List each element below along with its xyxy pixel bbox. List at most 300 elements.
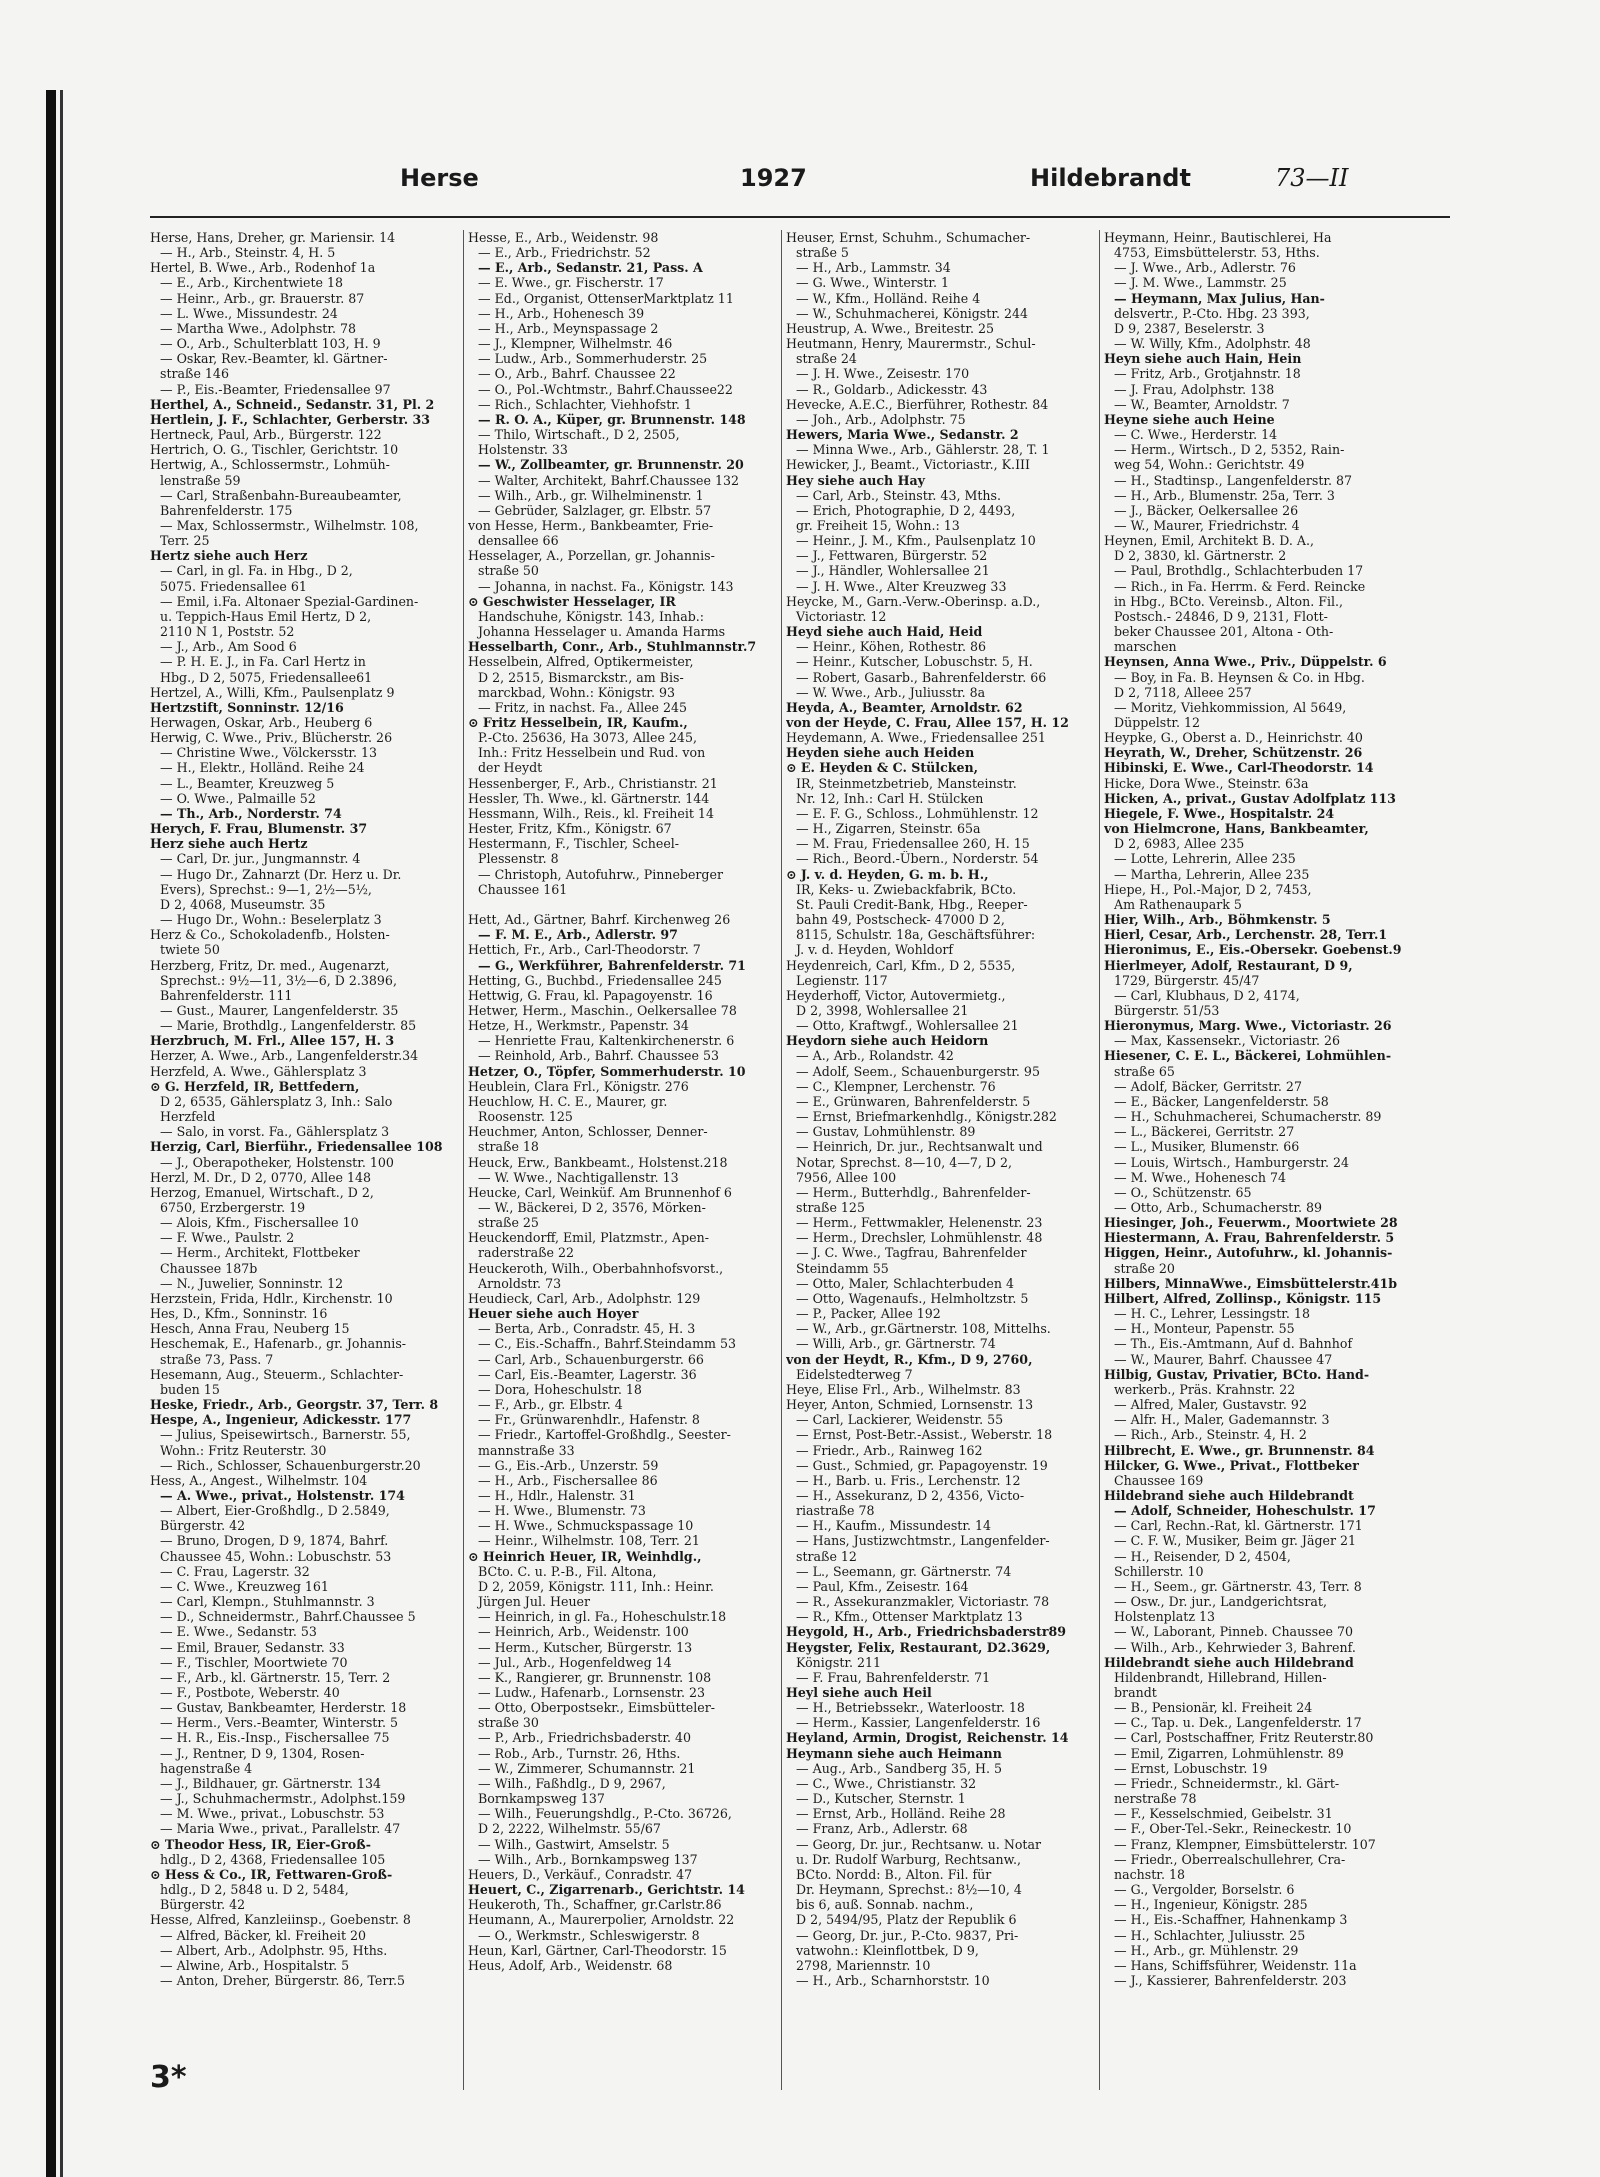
- directory-entry: — Herm., Butterhdlg., Bahrenfelder-: [796, 1184, 1031, 1200]
- directory-entry: Postsch.- 24846, D 9, 2131, Flott-: [1114, 608, 1328, 624]
- directory-entry: — Herm., Vers.-Beamter, Winterstr. 5: [160, 1715, 399, 1731]
- directory-entry: — G., Vergolder, Borselstr. 6: [1114, 1882, 1295, 1898]
- directory-entry: — Salo, in vorst. Fa., Gählersplatz 3: [160, 1124, 390, 1140]
- directory-entry: Hester, Fritz, Kfm., Königstr. 67: [468, 821, 672, 837]
- directory-entry: Herwig, C. Wwe., Priv., Blücherstr. 26: [150, 730, 393, 746]
- directory-entry: — H., Reisender, D 2, 4504,: [1114, 1548, 1291, 1564]
- directory-page: [150, 160, 1450, 2120]
- directory-entry: straße 12: [796, 1548, 857, 1564]
- directory-entry: Düppelstr. 12: [1114, 715, 1201, 730]
- directory-entry: — E. Wwe., Sedanstr. 53: [160, 1624, 317, 1640]
- directory-entry: — Alfred, Maler, Gustavstr. 92: [1114, 1397, 1307, 1413]
- directory-entry: buden 15: [160, 1381, 220, 1397]
- directory-entry: — Carl, Arb., Steinstr. 43, Mths.: [796, 487, 1001, 503]
- directory-entry: Hestermann, F., Tischler, Scheel-: [468, 836, 680, 852]
- directory-entry: Heyrath, W., Dreher, Schützenstr. 26: [1104, 745, 1363, 761]
- directory-entry: — M. Frau, Friedensallee 260, H. 15: [796, 836, 1030, 852]
- directory-entry: — H., Kaufm., Missundestr. 14: [796, 1518, 992, 1534]
- directory-entry: — H., Assekuranz, D 2, 4356, Victo-: [796, 1487, 1025, 1503]
- directory-entry: — Wilh., Feuerungshdlg., P.-Cto. 36726,: [478, 1806, 732, 1822]
- directory-entry: Hewers, Maria Wwe., Sedanstr. 2: [786, 427, 1019, 443]
- directory-entry: Königstr. 211: [796, 1654, 882, 1670]
- directory-entry: — J. M. Wwe., Lammstr. 25: [1114, 275, 1287, 291]
- directory-entry: — L., Beamter, Kreuzweg 5: [160, 775, 335, 791]
- directory-entry: straße 30: [478, 1715, 539, 1731]
- directory-entry: Heukeroth, Th., Schaffner, gr.Carlstr.86: [468, 1897, 722, 1913]
- directory-entry: — L., Seemann, gr. Gärtnerstr. 74: [796, 1563, 1012, 1579]
- directory-entry: u. Teppich-Haus Emil Hertz, D 2,: [160, 608, 372, 624]
- directory-entry: — Emil, i.Fa. Altonaer Spezial-Gardinen-: [160, 593, 419, 609]
- directory-entry: — W. Wwe., Arb., Juliusstr. 8a: [796, 684, 986, 700]
- directory-entry: 2110 N 1, Poststr. 52: [160, 624, 295, 640]
- directory-entry: D 2, 7118, Alleee 257: [1114, 684, 1252, 700]
- directory-entry: BCto. Nordd: B., Alton. Fil. für: [796, 1866, 992, 1882]
- column-divider: [781, 230, 782, 2090]
- directory-entry: — Th., Arb., Norderstr. 74: [160, 805, 342, 821]
- directory-entry: Hibinski, E. Wwe., Carl-Theodorstr. 14: [1104, 760, 1374, 776]
- directory-entry: — Julius, Speisewirtsch., Barnerstr. 55,: [160, 1427, 411, 1443]
- directory-entry: — J. Wwe., Arb., Adlerstr. 76: [1114, 260, 1296, 276]
- binding-edge: [46, 90, 56, 2177]
- directory-entry: — Gust., Maurer, Langenfelderstr. 35: [160, 1002, 399, 1018]
- directory-entry: — O. Wwe., Palmaille 52: [160, 790, 316, 806]
- directory-entry: — H., Arb., Steinstr. 4, H. 5: [160, 245, 336, 261]
- directory-entry: — Wilh., Arb., Bornkampsweg 137: [478, 1851, 698, 1867]
- column-3: [786, 230, 1096, 2110]
- directory-entry: Hertzstift, Sonninstr. 12/16: [150, 699, 344, 715]
- directory-entry: — J., Händler, Wohlersallee 21: [796, 563, 990, 579]
- directory-entry: Hilcker, G. Wwe., Privat., Flottbeker: [1104, 1457, 1359, 1473]
- directory-entry: Heuckendorff, Emil, Platzmstr., Apen-: [468, 1230, 709, 1246]
- directory-entry: — H., Schlachter, Juliusstr. 25: [1114, 1927, 1306, 1943]
- directory-entry: — Ernst, Briefmarkenhdlg., Königstr.282: [796, 1109, 1057, 1125]
- directory-entry: — Erich, Photographie, D 2, 4493,: [796, 502, 1016, 518]
- directory-entry: Hetze, H., Werkmstr., Papenstr. 34: [468, 1018, 689, 1034]
- directory-entry: — Rich., Schlachter, Viehhofstr. 1: [478, 396, 692, 412]
- directory-entry: marckbad, Wohn.: Königstr. 93: [478, 684, 675, 700]
- directory-entry: bis 6, auß. Sonnab. nachm.,: [796, 1897, 974, 1913]
- directory-entry: — Carl, Postschaffner, Fritz Reuterstr.80: [1114, 1730, 1374, 1746]
- directory-entry: Heynen, Emil, Architekt B. D. A.,: [1104, 533, 1314, 549]
- directory-entry: J. v. d. Heyden, Wohldorf: [796, 942, 954, 958]
- directory-entry: twiete 50: [160, 942, 220, 958]
- directory-entry: — Dora, Hoheschulstr. 18: [478, 1381, 642, 1397]
- directory-entry: IR, Steinmetzbetrieb, Mansteinstr.: [796, 775, 1017, 791]
- directory-entry: — J., Arb., Am Sood 6: [160, 639, 297, 655]
- directory-entry: — H., Schuhmacherei, Schumacherstr. 89: [1114, 1109, 1382, 1125]
- directory-entry: D 2, 6535, Gählersplatz 3, Inh.: Salo: [160, 1093, 393, 1109]
- directory-entry: Heyda, A., Beamter, Arnoldstr. 62: [786, 699, 1023, 715]
- directory-entry: — H., Ingenieur, Königstr. 285: [1114, 1897, 1308, 1913]
- directory-entry: Heymann siehe auch Heimann: [786, 1745, 1002, 1761]
- directory-entry: Herzog, Emanuel, Wirtschaft., D 2,: [150, 1184, 374, 1200]
- directory-entry: — Albert, Eier-Großhdlg., D 2.5849,: [160, 1503, 390, 1519]
- directory-entry: — Paul, Brothdlg., Schlachterbuden 17: [1114, 563, 1364, 579]
- directory-entry: Heydorn siehe auch Heidorn: [786, 1033, 989, 1049]
- directory-entry: — Martha Wwe., Adolphstr. 78: [160, 320, 357, 336]
- directory-entry: — Jul., Arb., Hogenfeldweg 14: [478, 1654, 672, 1670]
- directory-entry: — H., Arb., Scharnhorststr. 10: [796, 1972, 990, 1988]
- directory-entry: D 2, 5494/95, Platz der Republik 6: [796, 1912, 1017, 1928]
- directory-entry: — Thilo, Wirtschaft., D 2, 2505,: [478, 427, 680, 443]
- directory-entry: Steindamm 55: [796, 1260, 889, 1276]
- directory-entry: — Otto, Kraftwgf., Wohlersallee 21: [796, 1018, 1019, 1034]
- directory-entry: BCto. C. u. P.-B., Fil. Altona,: [478, 1563, 657, 1579]
- directory-entry: D 2, 4068, Museumstr. 35: [160, 896, 326, 912]
- directory-entry: Hettwig, G. Frau, kl. Papagoyenstr. 16: [468, 987, 713, 1003]
- directory-entry: Hicken, A., privat., Gustav Adolfplatz 113: [1104, 790, 1396, 806]
- directory-entry: Bürgerstr. 42: [160, 1518, 246, 1534]
- directory-entry: Herz & Co., Schokoladenfb., Holsten-: [150, 927, 390, 943]
- directory-entry: — Hugo Dr., Wohn.: Beselerplatz 3: [160, 912, 382, 928]
- directory-entry: — Heinr., Kutscher, Lobuschstr. 5, H.: [796, 654, 1033, 670]
- directory-entry: — Rich., Schlosser, Schauenburgerstr.20: [160, 1457, 421, 1473]
- directory-entry: — Gustav, Bankbeamter, Herderstr. 18: [160, 1700, 407, 1716]
- directory-entry: — H., Arb., Blumenstr. 25a, Terr. 3: [1114, 487, 1335, 503]
- directory-entry: marschen: [1114, 639, 1177, 655]
- directory-entry: — Carl, Eis.-Beamter, Lagerstr. 36: [478, 1366, 697, 1382]
- directory-entry: — Hugo Dr., Zahnarzt (Dr. Herz u. Dr.: [160, 866, 402, 882]
- directory-entry: Heygold, H., Arb., Friedrichsbaderstr89: [786, 1624, 1066, 1640]
- directory-entry: Hiesener, C. E. L., Bäckerei, Lohmühlen-: [1104, 1048, 1392, 1064]
- directory-entry: — Otto, Arb., Schumacherstr. 89: [1114, 1200, 1322, 1215]
- directory-entry: — Bruno, Drogen, D 9, 1874, Bahrf.: [160, 1533, 389, 1549]
- directory-entry: — Th., Eis.-Amtmann, Auf d. Bahnhof: [1114, 1336, 1353, 1352]
- directory-entry: — H., Arb., gr. Mühlenstr. 29: [1114, 1942, 1299, 1958]
- signature-mark: 3*: [150, 2060, 187, 2095]
- directory-entry: ⊙ E. Heyden & C. Stülcken,: [786, 760, 979, 776]
- directory-entry: — C. Frau, Lagerstr. 32: [160, 1563, 310, 1579]
- directory-entry: mannstraße 33: [478, 1442, 575, 1458]
- directory-entry: — G., Werkführer, Bahrenfelderstr. 71: [478, 957, 746, 973]
- directory-entry: — Willi, Arb., gr. Gärtnerstr. 74: [796, 1336, 996, 1352]
- directory-entry: Heycke, M., Garn.-Verw.-Oberinsp. a.D.,: [786, 593, 1041, 609]
- directory-entry: Heuers, D., Verkäuf., Conradstr. 47: [468, 1866, 693, 1882]
- directory-entry: — Anton, Dreher, Bürgerstr. 86, Terr.5: [160, 1972, 406, 1988]
- directory-entry: Hertz siehe auch Herz: [150, 548, 308, 564]
- directory-entry: Chaussee 45, Wohn.: Lobuschstr. 53: [160, 1548, 392, 1564]
- directory-entry: Heypke, G., Oberst a. D., Heinrichstr. 40: [1104, 730, 1363, 746]
- directory-entry: hdlg., D 2, 4368, Friedensallee 105: [160, 1851, 386, 1867]
- directory-entry: — Oskar, Rev.-Beamter, kl. Gärtner-: [160, 351, 388, 367]
- directory-entry: — Marie, Brothdlg., Langenfelderstr. 85: [160, 1018, 417, 1034]
- directory-entry: — P. H. E. J., in Fa. Carl Hertz in: [160, 654, 366, 670]
- directory-entry: Hey siehe auch Hay: [786, 472, 925, 488]
- directory-entry: 4753, Eimsbüttelerstr. 53, Hths.: [1114, 245, 1320, 261]
- directory-entry: — E. Wwe., gr. Fischerstr. 17: [478, 275, 664, 291]
- directory-entry: — Friedr., Arb., Rainweg 162: [796, 1442, 983, 1458]
- directory-entry: — Herm., Kassier, Langenfelderstr. 16: [796, 1715, 1041, 1731]
- directory-entry: [468, 897, 778, 912]
- directory-entry: Herzbruch, M. Frl., Allee 157, H. 3: [150, 1033, 395, 1049]
- directory-entry: D 2, 3830, kl. Gärtnerstr. 2: [1114, 548, 1287, 564]
- directory-entry: P.-Cto. 25636, Ha 3073, Allee 245,: [478, 730, 697, 746]
- directory-entry: St. Pauli Credit-Bank, Hbg., Reeper-: [796, 896, 1028, 912]
- directory-entry: Hildenbrandt, Hillebrand, Hillen-: [1114, 1669, 1327, 1685]
- directory-entry: — W. Wwe., Nachtigallenstr. 13: [478, 1169, 679, 1185]
- directory-entry: — Georg, Dr. jur., Rechtsanw. u. Notar: [796, 1836, 1042, 1852]
- directory-entry: Hertel, B. Wwe., Arb., Rodenhof 1a: [150, 260, 376, 276]
- directory-entry: — R., Goldarb., Adickesstr. 43: [796, 381, 988, 397]
- directory-entry: — E., Arb., Sedanstr. 21, Pass. A: [478, 260, 703, 276]
- directory-entry: straße 20: [1114, 1260, 1175, 1276]
- directory-entry: Herzstein, Frida, Hdlr., Kirchenstr. 10: [150, 1290, 393, 1306]
- directory-entry: Hespe, A., Ingenieur, Adickesstr. 177: [150, 1412, 412, 1428]
- directory-entry: Notar, Sprechst. 8—10, 4—7, D 2,: [796, 1154, 1013, 1170]
- directory-entry: — N., Juwelier, Sonninstr. 12: [160, 1275, 344, 1291]
- directory-entry: — H., Arb., Fischersallee 86: [478, 1472, 658, 1488]
- directory-entry: — R., Kfm., Ottenser Marktplatz 13: [796, 1609, 1023, 1625]
- directory-entry: Arnoldstr. 73: [478, 1275, 562, 1291]
- directory-entry: — F. Frau, Bahrenfelderstr. 71: [796, 1669, 991, 1685]
- directory-entry: Hicke, Dora Wwe., Steinstr. 63a: [1104, 775, 1309, 791]
- directory-entry: Hett, Ad., Gärtner, Bahrf. Kirchenweg 26: [468, 912, 731, 928]
- directory-entry: Victoriastr. 12: [796, 608, 887, 624]
- directory-entry: — Aug., Arb., Sandberg 35, H. 5: [796, 1760, 1003, 1776]
- directory-entry: ⊙ J. v. d. Heyden, G. m. b. H.,: [786, 866, 989, 882]
- directory-entry: — O., Werkmstr., Schleswigerstr. 8: [478, 1927, 700, 1943]
- directory-entry: — H., Monteur, Papenstr. 55: [1114, 1321, 1295, 1337]
- directory-entry: Plessenstr. 8: [478, 851, 559, 867]
- page-number: 73—II: [1275, 164, 1349, 192]
- directory-entry: Chaussee 187b: [160, 1260, 258, 1276]
- directory-entry: — W. Willy, Kfm., Adolphstr. 48: [1114, 336, 1311, 352]
- directory-entry: — Alois, Kfm., Fischersallee 10: [160, 1215, 359, 1231]
- directory-entry: von Hielmcrone, Hans, Bankbeamter,: [1104, 821, 1369, 837]
- directory-entry: — Otto, Wagenaufs., Helmholtzstr. 5: [796, 1290, 1029, 1306]
- directory-entry: — Adolf, Bäcker, Gerritstr. 27: [1114, 1078, 1302, 1094]
- directory-entry: — Otto, Oberpostsekr., Eimsbütteler-: [478, 1700, 715, 1716]
- directory-entry: Heydemann, A. Wwe., Friedensallee 251: [786, 730, 1046, 746]
- directory-entry: Heyer, Anton, Schmied, Lornsenstr. 13: [786, 1397, 1034, 1413]
- directory-entry: Heuser, Ernst, Schuhm., Schumacher-: [786, 230, 1031, 245]
- directory-entry: straße 24: [796, 351, 857, 367]
- directory-entry: — M. Wwe., privat., Lobuschstr. 53: [160, 1806, 385, 1822]
- directory-entry: Heschemak, E., Hafenarb., gr. Johannis-: [150, 1336, 407, 1352]
- column-2: [468, 230, 778, 2110]
- directory-entry: Herzl, M. Dr., D 2, 0770, Allee 148: [150, 1169, 372, 1185]
- directory-entry: — J. H. Wwe., Alter Kreuzweg 33: [796, 578, 1007, 594]
- directory-entry: straße 65: [1114, 1063, 1175, 1079]
- directory-entry: — H., Stadtinsp., Langenfelderstr. 87: [1114, 472, 1353, 488]
- directory-entry: — J., Bildhauer, gr. Gärtnerstr. 134: [160, 1775, 382, 1791]
- directory-entry: ⊙ Hess & Co., IR, Fettwaren-Groß-: [150, 1866, 393, 1882]
- directory-entry: — Heinrich, Dr. jur., Rechtsanwalt und: [796, 1139, 1043, 1155]
- directory-entry: — H., Elektr., Holländ. Reihe 24: [160, 760, 365, 776]
- directory-entry: Hertwig, A., Schlossermstr., Lohmüh-: [150, 457, 390, 473]
- directory-entry: Hertrich, O. G., Tischler, Gerichtstr. 10: [150, 442, 399, 458]
- directory-entry: — Wilh., Arb., Kehrwieder 3, Bahrenf.: [1114, 1639, 1356, 1655]
- directory-entry: — J., Oberapotheker, Holstenstr. 100: [160, 1154, 394, 1170]
- directory-entry: — O., Arb., Bahrf. Chaussee 22: [478, 366, 676, 382]
- directory-entry: Heuchlow, H. C. E., Maurer, gr.: [468, 1093, 668, 1109]
- directory-entry: Heuer siehe auch Hoyer: [468, 1306, 639, 1322]
- directory-entry: — C., Klempner, Lerchenstr. 76: [796, 1078, 996, 1094]
- directory-entry: — Heymann, Max Julius, Han-: [1114, 290, 1325, 306]
- directory-entry: — D., Kutscher, Sternstr. 1: [796, 1791, 966, 1807]
- directory-entry: Bürgerstr. 42: [160, 1897, 246, 1913]
- directory-entry: — G. Wwe., Winterstr. 1: [796, 275, 949, 291]
- directory-entry: D 2, 2059, Königstr. 111, Inh.: Heinr.: [478, 1578, 714, 1594]
- directory-entry: — Heinr., Arb., gr. Brauerstr. 87: [160, 290, 365, 306]
- directory-entry: — Robert, Gasarb., Bahrenfelderstr. 66: [796, 669, 1047, 685]
- directory-entry: Hildebrandt siehe auch Hildebrand: [1104, 1654, 1354, 1670]
- directory-entry: — W., Kfm., Holländ. Reihe 4: [796, 290, 981, 306]
- directory-entry: — Herm., Drechsler, Lohmühlenstr. 48: [796, 1230, 1043, 1246]
- directory-entry: ⊙ Geschwister Hesselager, IR: [468, 593, 676, 609]
- directory-entry: — Osw., Dr. jur., Landgerichtsrat,: [1114, 1594, 1327, 1610]
- directory-entry: hdlg., D 2, 5848 u. D 2, 5484,: [160, 1882, 349, 1898]
- directory-entry: Hiepe, H., Pol.-Major, D 2, 7453,: [1104, 881, 1312, 897]
- directory-entry: — Hans, Justizwchtmstr., Langenfelder-: [796, 1533, 1050, 1549]
- directory-entry: — H., Barb. u. Fris., Lerchenstr. 12: [796, 1472, 1021, 1488]
- running-head: [150, 160, 1450, 200]
- directory-entry: — H. Wwe., Blumenstr. 73: [478, 1503, 646, 1519]
- directory-entry: 1729, Bürgerstr. 45/47: [1114, 972, 1260, 988]
- directory-entry: — P., Eis.-Beamter, Friedensallee 97: [160, 381, 391, 397]
- directory-entry: Hilbig, Gustav, Privatier, BCto. Hand-: [1104, 1366, 1370, 1382]
- directory-entry: — E., Arb., Kirchentwiete 18: [160, 275, 344, 291]
- directory-entry: — P., Packer, Allee 192: [796, 1306, 941, 1322]
- directory-entry: riastraße 78: [796, 1503, 875, 1519]
- head-last-entry: Hildebrandt: [1030, 164, 1191, 192]
- directory-entry: Heynsen, Anna Wwe., Priv., Düppelstr. 6: [1104, 654, 1387, 670]
- directory-entry: Inh.: Fritz Hesselbein und Rud. von: [478, 745, 706, 761]
- directory-entry: Heutmann, Henry, Maurermstr., Schul-: [786, 336, 1036, 352]
- directory-entry: — Carl, Lackierer, Weidenstr. 55: [796, 1412, 1004, 1428]
- directory-entry: — H., Eis.-Schaffner, Hahnenkamp 3: [1114, 1912, 1348, 1928]
- directory-entry: — Otto, Maler, Schlachterbuden 4: [796, 1275, 1014, 1291]
- directory-entry: Hilbert, Alfred, Zollinsp., Königstr. 115: [1104, 1290, 1382, 1306]
- directory-entry: Chaussee 161: [478, 881, 568, 897]
- directory-entry: — Heinr., J. M., Kfm., Paulsenplatz 10: [796, 533, 1036, 549]
- directory-entry: D 2, 3998, Wohlersallee 21: [796, 1002, 969, 1018]
- directory-entry: Chaussee 169: [1114, 1472, 1204, 1488]
- directory-entry: — Alwine, Arb., Hospitalstr. 5: [160, 1957, 350, 1973]
- directory-entry: — G., Eis.-Arb., Unzerstr. 59: [478, 1457, 659, 1473]
- directory-entry: — Boy, in Fa. B. Heynsen & Co. in Hbg.: [1114, 669, 1365, 685]
- directory-entry: Heuert, C., Zigarrenarb., Gerichtstr. 14: [468, 1882, 745, 1898]
- directory-entry: — W., Zollbeamter, gr. Brunnenstr. 20: [478, 457, 744, 473]
- directory-entry: Hessenberger, F., Arb., Christianstr. 21: [468, 775, 718, 791]
- directory-entry: — M. Wwe., Hohenesch 74: [1114, 1169, 1287, 1185]
- column-4: [1104, 230, 1414, 2110]
- directory-entry: brandt: [1114, 1685, 1157, 1700]
- directory-entry: — Fritz, Arb., Grotjahnstr. 18: [1114, 366, 1301, 382]
- directory-entry: ⊙ Fritz Hesselbein, IR, Kaufm.,: [468, 715, 688, 730]
- directory-entry: Herzfeld: [160, 1109, 216, 1125]
- directory-entry: Heudieck, Carl, Arb., Adolphstr. 129: [468, 1290, 701, 1306]
- directory-entry: Schillerstr. 10: [1114, 1563, 1204, 1579]
- directory-entry: straße 5: [796, 245, 849, 261]
- directory-entry: — Ludw., Hafenarb., Lornsenstr. 23: [478, 1685, 706, 1700]
- directory-entry: — E., Bäcker, Langenfelderstr. 58: [1114, 1093, 1329, 1109]
- directory-entry: IR, Keks- u. Zwiebackfabrik, BCto.: [796, 881, 1017, 897]
- directory-entry: — Max, Schlossermstr., Wilhelmstr. 108,: [160, 517, 419, 533]
- directory-entry: Herthel, A., Schneid., Sedanstr. 31, Pl. 2: [150, 396, 435, 412]
- directory-entry: raderstraße 22: [478, 1245, 575, 1261]
- directory-entry: — Louis, Wirtsch., Hamburgerstr. 24: [1114, 1154, 1349, 1170]
- directory-entry: Hieronymus, Marg. Wwe., Victoriastr. 26: [1104, 1018, 1392, 1034]
- directory-entry: D 2, 2222, Wilhelmstr. 55/67: [478, 1821, 661, 1837]
- directory-entry: — Ernst, Lobuschstr. 19: [1114, 1760, 1268, 1776]
- directory-entry: — Henriette Frau, Kaltenkirchenerstr. 6: [478, 1033, 735, 1049]
- directory-entry: — H. R., Eis.-Insp., Fischersallee 75: [160, 1730, 390, 1746]
- directory-entry: Heygster, Felix, Restaurant, D2.3629,: [786, 1639, 1051, 1655]
- directory-entry: werkerb., Präs. Krahnstr. 22: [1114, 1381, 1296, 1397]
- directory-entry: — E., Arb., Friedrichstr. 52: [478, 245, 651, 261]
- directory-entry: straße 73, Pass. 7: [160, 1351, 274, 1367]
- directory-entry: — Martha, Lehrerin, Allee 235: [1114, 866, 1310, 882]
- directory-entry: Heus, Adolf, Arb., Weidenstr. 68: [468, 1957, 673, 1973]
- directory-entry: — F. Wwe., Paulstr. 2: [160, 1230, 295, 1246]
- directory-entry: Herzig, Carl, Bierführ., Friedensallee 108: [150, 1139, 443, 1155]
- directory-entry: Hesselbarth, Conr., Arb., Stuhlmannstr.7: [468, 639, 757, 655]
- directory-entry: — Herm., Architekt, Flottbeker: [160, 1245, 360, 1261]
- directory-entry: — H., Hdlr., Halenstr. 31: [478, 1487, 636, 1503]
- directory-entry: Am Rathenaupark 5: [1114, 896, 1242, 912]
- head-first-entry: Herse: [400, 164, 479, 192]
- directory-entry: — Carl, in gl. Fa. in Hbg., D 2,: [160, 563, 353, 579]
- directory-entry: Hess, A., Angest., Wilhelmstr. 104: [150, 1472, 368, 1488]
- directory-entry: Heyden siehe auch Heiden: [786, 745, 975, 761]
- directory-entry: Herzberg, Fritz, Dr. med., Augenarzt,: [150, 957, 390, 973]
- directory-entry: Heuck, Erw., Bankbeamt., Holstenst.218: [468, 1154, 728, 1170]
- directory-entry: — J. Frau, Adolphstr. 138: [1114, 381, 1275, 397]
- directory-entry: Hesse, Alfred, Kanzleiinsp., Goebenstr. 8: [150, 1912, 411, 1928]
- directory-entry: ⊙ G. Herzfeld, IR, Bettfedern,: [150, 1078, 360, 1094]
- directory-entry: beker Chaussee 201, Altona - Oth-: [1114, 624, 1334, 640]
- directory-entry: weg 54, Wohn.: Gerichtstr. 49: [1114, 457, 1305, 473]
- directory-entry: — F., Postbote, Weberstr. 40: [160, 1685, 340, 1700]
- directory-entry: Herych, F. Frau, Blumenstr. 37: [150, 821, 368, 837]
- directory-entry: — Heinr., Wilhelmstr. 108, Terr. 21: [478, 1533, 700, 1549]
- directory-entry: — W., Zimmerer, Schumannstr. 21: [478, 1760, 696, 1776]
- directory-entry: straße 50: [478, 563, 539, 579]
- directory-entry: — Lotte, Lehrerin, Allee 235: [1114, 851, 1296, 867]
- directory-entry: — Fr., Grünwarenhdlr., Hafenstr. 8: [478, 1412, 700, 1428]
- column-divider: [463, 230, 464, 2090]
- directory-entry: — Walter, Architekt, Bahrf.Chaussee 132: [478, 472, 740, 488]
- directory-entry: u. Dr. Rudolf Warburg, Rechtsanw.,: [796, 1851, 1021, 1867]
- directory-entry: — J., Fettwaren, Bürgerstr. 52: [796, 548, 988, 564]
- directory-entry: straße 25: [478, 1215, 539, 1231]
- directory-entry: — Wilh., Faßhdlg., D 9, 2967,: [478, 1775, 666, 1791]
- directory-entry: Heuckeroth, Wilh., Oberbahnhofsvorst.,: [468, 1260, 724, 1276]
- directory-entry: — Carl, Klempn., Stuhlmannstr. 3: [160, 1594, 375, 1610]
- directory-entry: Heustrup, A. Wwe., Breitestr. 25: [786, 320, 995, 336]
- directory-entry: — Wilh., Gastwirt, Amselstr. 5: [478, 1836, 670, 1852]
- directory-entry: nachstr. 18: [1114, 1866, 1185, 1882]
- directory-entry: Heyderhoff, Victor, Autovermietg.,: [786, 987, 1006, 1003]
- directory-entry: — Carl, Arb., Schauenburgerstr. 66: [478, 1351, 704, 1367]
- directory-entry: — H., Zigarren, Steinstr. 65a: [796, 821, 981, 837]
- directory-entry: — Friedr., Schneidermstr., kl. Gärt-: [1114, 1775, 1340, 1791]
- directory-entry: Evers), Sprechst.: 9—1, 2½—5½,: [160, 881, 372, 897]
- directory-entry: — Franz, Klempner, Eimsbüttelerstr. 107: [1114, 1836, 1376, 1852]
- directory-entry: — Fritz, in nachst. Fa., Allee 245: [478, 699, 688, 715]
- directory-entry: — J. C. Wwe., Tagfrau, Bahrenfelder: [796, 1245, 1027, 1261]
- directory-entry: — F. M. E., Arb., Adlerstr. 97: [478, 927, 678, 943]
- directory-entry: Bornkampsweg 137: [478, 1791, 605, 1807]
- directory-entry: Hessler, Th. Wwe., kl. Gärtnerstr. 144: [468, 790, 710, 806]
- directory-entry: Hes, D., Kfm., Sonninstr. 16: [150, 1306, 328, 1322]
- directory-entry: Legienstr. 117: [796, 972, 888, 988]
- binding-edge-line: [60, 90, 63, 2177]
- directory-entry: Heyn siehe auch Hain, Hein: [1104, 351, 1302, 367]
- directory-entry: — F., Arb., kl. Gärtnerstr. 15, Terr. 2: [160, 1669, 391, 1685]
- directory-entry: Heymann, Heinr., Bautischlerei, Ha: [1104, 230, 1332, 245]
